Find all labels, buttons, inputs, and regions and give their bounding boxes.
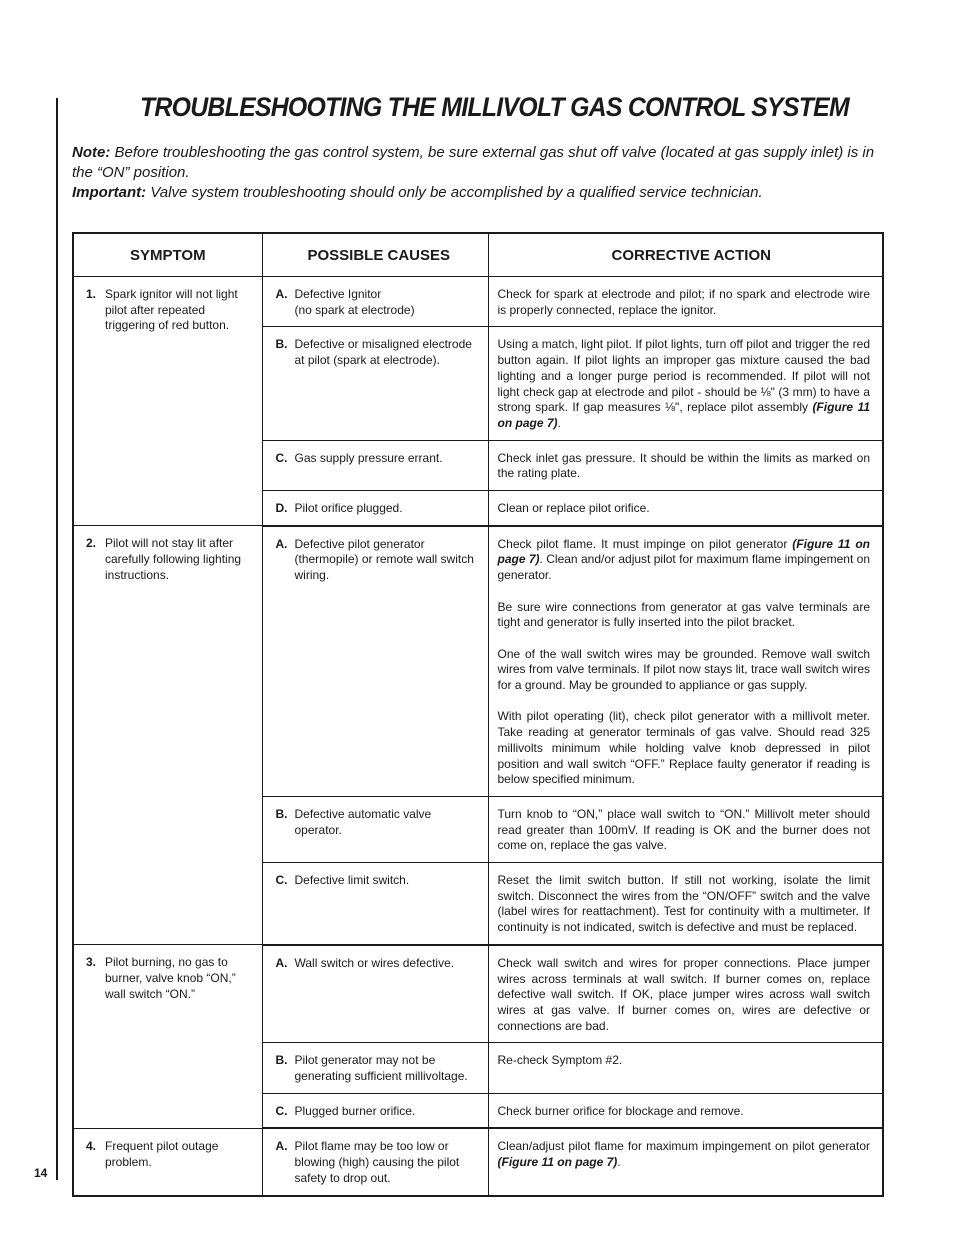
page-number: 14 <box>34 1166 48 1180</box>
cause-letter: C. <box>275 450 288 465</box>
cause-text: Gas supply pressure errant. <box>294 450 443 465</box>
table-body <box>74 277 882 1195</box>
action-paragraph <box>498 451 871 482</box>
action-text: Check pilot flame. It must impinge on pilot generator <box>497 536 793 551</box>
table-row <box>74 1128 882 1194</box>
cause-item <box>276 956 480 972</box>
action-paragraph <box>498 600 871 631</box>
action-paragraph <box>498 1104 871 1120</box>
cause-text: Wall switch or wires defective. <box>294 955 455 970</box>
action-paragraph <box>498 501 871 517</box>
action-text: Be sure wire connections from generator at gas valve terminals are tight and generator is fully inserted into the pilot bracket. <box>497 599 870 630</box>
cause-cell <box>262 526 488 797</box>
note-paragraph <box>72 143 892 183</box>
cause-item <box>276 807 480 838</box>
symptom-text: Pilot will not stay lit after carefully following lighting instructions. <box>105 536 242 582</box>
header-possible-causes: POSSIBLE CAUSES <box>262 234 488 277</box>
cause-item <box>276 287 480 318</box>
important-paragraph <box>72 183 892 203</box>
cause-cell <box>262 1128 488 1194</box>
action-text: Re-check Symptom #2. <box>497 1053 623 1068</box>
action-text: Check wall switch and wires for proper connections. Place jumper wires across terminals at wall switch. If burner comes on, replace defective wall switch. If OK, place jumper wires across wall switch wires at gas valve. If burner comes on, wires are defective or connections are bad. <box>497 955 870 1033</box>
action-text: Check burner orifice for blockage and remove. <box>497 1103 744 1118</box>
cause-item <box>276 451 480 467</box>
cause-text: Defective or misaligned electrode at pilot (spark at electrode). <box>294 337 472 368</box>
figure-reference: (Figure 11 on page 7) <box>497 400 870 430</box>
page-title: TROUBLESHOOTING THE MILLIVOLT GAS CONTROL SYSTEM <box>140 92 849 122</box>
cause-text: Plugged burner orifice. <box>294 1103 416 1118</box>
action-paragraph <box>498 807 871 854</box>
action-cell <box>488 945 882 1043</box>
cause-text: Defective automatic valve operator. <box>294 806 432 837</box>
action-text: Using a match, light pilot. If pilot lights, turn off pilot and trigger the red button again. If pilot lights an improper gas mixture caused the bad lighting and a longer purge period is recommended. If pilot will not light check gap at electrode and pilot - should be ⅛" (3 mm) to have a strong spark. If gap measures ⅛", replace pilot assembly <box>497 337 870 415</box>
action-cell <box>488 796 882 862</box>
symptom-number: 2. <box>86 536 97 551</box>
action-text: With pilot operating (lit), check pilot generator with a millivolt meter. Take reading at generator terminals of gas valve. Should read 325 millivolts minimum while holding valve knob depressed in pilot position and wall switch “OFF.” Replace faulty generator if reading is below specified minimum. <box>497 709 870 787</box>
cause-item <box>276 1053 480 1084</box>
cause-letter: C. <box>275 1103 288 1118</box>
cause-text: Defective limit switch. <box>294 873 410 888</box>
action-text: . <box>617 1155 621 1170</box>
symptom-text: Frequent pilot outage problem. <box>105 1138 219 1169</box>
cause-text: Pilot orifice plugged. <box>294 501 403 516</box>
action-text: Check for spark at electrode and pilot; if no spark and electrode wire is properly connected, replace the ignitor. <box>497 287 870 317</box>
cause-item <box>276 537 480 584</box>
action-text: Clean or replace pilot orifice. <box>497 501 650 516</box>
action-paragraph <box>498 337 871 431</box>
symptom-cell <box>74 945 262 1129</box>
action-paragraph <box>498 1139 871 1170</box>
figure-reference: (Figure 11 on page 7) <box>497 536 871 567</box>
cause-letter: C. <box>275 873 288 888</box>
table-row <box>74 277 882 327</box>
action-cell <box>488 277 882 327</box>
cause-letter: D. <box>275 501 288 516</box>
symptom-cell <box>74 277 262 526</box>
cause-cell <box>262 1093 488 1128</box>
header-symptom: SYMPTOM <box>74 234 262 277</box>
symptom-cell <box>74 526 262 945</box>
figure-reference: (Figure 11 on page 7) <box>497 1155 618 1170</box>
symptom-item <box>86 955 254 1002</box>
action-cell <box>488 863 882 945</box>
cause-text: Defective pilot generator (thermopile) or remote wall switch wiring. <box>294 536 474 583</box>
cause-cell <box>262 945 488 1043</box>
symptom-cell <box>74 1128 262 1194</box>
cause-cell <box>262 796 488 862</box>
action-paragraph <box>498 709 871 788</box>
action-paragraph <box>498 537 871 584</box>
action-text: . <box>557 415 561 430</box>
action-text: Reset the limit switch button. If still not working, isolate the limit switch. Disconnect the wires from the “ON/OFF” switch and the valve (label wires for reattachment). Test for continuity with a multimeter. If continuity is not indicated, switch is defective and must be replaced. <box>497 873 870 935</box>
note-text: Before troubleshooting the gas control system, be sure external gas shut off valve (located at gas supply inlet) is in the “ON” position. <box>72 144 875 181</box>
action-cell <box>488 491 882 526</box>
header-corrective-action: CORRECTIVE ACTION <box>488 234 882 277</box>
cause-cell <box>262 1043 488 1093</box>
cause-cell <box>262 491 488 526</box>
action-cell <box>488 440 882 490</box>
cause-letter: B. <box>275 1053 288 1068</box>
cause-cell <box>262 863 488 945</box>
margin-rule <box>56 98 58 1180</box>
action-cell <box>488 1043 882 1093</box>
table-row <box>74 526 882 797</box>
cause-item <box>276 1104 480 1120</box>
action-cell <box>488 526 882 797</box>
notes-block <box>72 143 892 203</box>
action-text: . Clean and/or adjust pilot for maximum flame impingement on generator. <box>497 552 870 583</box>
action-paragraph <box>498 647 871 694</box>
table-row <box>74 945 882 1043</box>
symptom-number: 4. <box>86 1138 97 1153</box>
action-text: Check inlet gas pressure. It should be within the limits as marked on the rating plate. <box>497 450 870 481</box>
cause-cell <box>262 440 488 490</box>
cause-cell <box>262 277 488 327</box>
cause-item <box>276 1139 480 1186</box>
cause-letter: A. <box>275 536 288 551</box>
cause-letter: A. <box>275 1139 288 1154</box>
troubleshooting-table <box>72 232 884 1197</box>
symptom-item <box>86 536 254 583</box>
symptom-number: 1. <box>86 287 97 301</box>
action-paragraph <box>498 1053 871 1069</box>
cause-cell <box>262 327 488 440</box>
action-text: Clean/adjust pilot flame for maximum impingement on pilot generator <box>497 1139 870 1154</box>
important-text: Valve system troubleshooting should only be accomplished by a qualified service technician. <box>146 184 763 201</box>
cause-letter: A. <box>275 955 288 970</box>
cause-letter: B. <box>275 337 288 352</box>
symptom-item <box>86 1139 254 1170</box>
action-cell <box>488 327 882 440</box>
cause-text: Pilot flame may be too low or blowing (high) causing the pilot safety to drop out. <box>294 1139 460 1185</box>
symptom-number: 3. <box>86 955 97 970</box>
cause-letter: A. <box>275 287 288 301</box>
cause-text: Pilot generator may not be generating sufficient millivoltage. <box>294 1053 468 1084</box>
action-cell <box>488 1128 882 1194</box>
cause-item <box>276 501 480 517</box>
symptom-text: Spark ignitor will not light pilot after repeated triggering of red button. <box>105 287 238 333</box>
cause-item <box>276 873 480 889</box>
important-label: Important: <box>72 184 147 201</box>
action-cell <box>488 1093 882 1128</box>
cause-text: Defective Ignitor (no spark at electrode) <box>294 287 415 317</box>
action-text: Turn knob to “ON,” place wall switch to “ON.” Millivolt meter should read greater than 100mV. If reading is OK and the burner does not come on, replace the gas valve. <box>497 806 870 853</box>
cause-item <box>276 337 480 368</box>
action-paragraph <box>498 873 871 936</box>
symptom-text: Pilot burning, no gas to burner, valve knob “ON,” wall switch “ON.” <box>105 955 236 1001</box>
action-paragraph <box>498 956 871 1035</box>
cause-letter: B. <box>275 806 288 821</box>
action-text: One of the wall switch wires may be grounded. Remove wall switch wires from valve terminals. If pilot now stays lit, trace wall switch wires for a ground. May be grounded to appliance or gas supply. <box>497 646 870 693</box>
note-label: Note: <box>72 144 111 161</box>
symptom-item <box>86 287 254 334</box>
action-paragraph <box>498 287 871 318</box>
